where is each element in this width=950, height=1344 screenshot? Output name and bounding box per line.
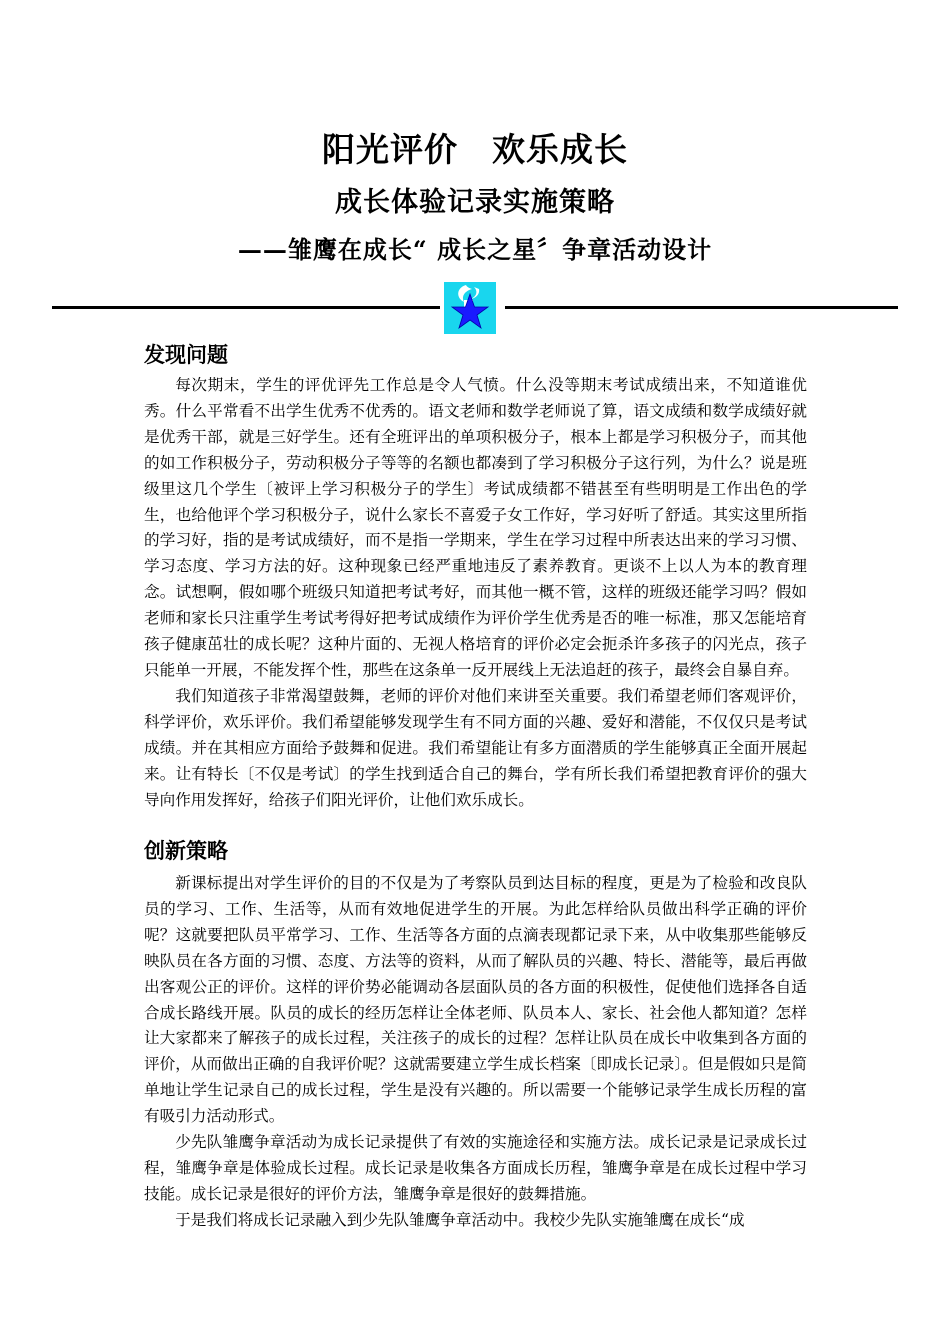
paragraph: 新课标提出对学生评价的目的不仅是为了考察队员到达目标的程度，更是为了检验和改良队员的学习、工作、生活等，从而有效地促进学生的开展。为此怎样给队员做出科学正确的评价呢？这就要把队员平常学习、工作、生活等各方面的点滴表现都记录下来，从中收集那些能够反映队员在各方面的习惯、态度、方法等的资料，从而了解队员的兴趣、特长、潜能等，最后再做出客观公正的评价。这样的评价势必能调动各层面队员的各方面的积极性，促使他们选择各自适合成长路线开展。队员的成长的经历怎样让全体老师、队员本人、家长、社会他人都知道？怎样让大家都来了解孩子的成长过程，关注孩子的成长的过程？怎样让队员在成长中收集到各方面的评价，从而做出正确的自我评价呢？这就需要建立学生成长档案〔即成长记录〕。但是假如只是简单地让学生记录自己的成长过程，学生是没有兴趣的。所以需要一个能够记录学生成长历程的富有吸引力活动形式。 xyxy=(144,874,807,1126)
paragraph: 少先队雏鹰争章活动为成长记录提供了有效的实施途径和实施方法。成长记录是记录成长过程，雏鹰争章是体验成长过程。成长记录是收集各方面成长历程，雏鹰争章是在成长过程中学习技能。成长记录是很好的评价方法，雏鹰争章是很好的鼓舞措施。 xyxy=(144,1133,807,1203)
star-torch-emblem-icon xyxy=(444,282,496,334)
section-body-strategy xyxy=(144,871,807,1234)
section-heading-strategy: 创新策略 xyxy=(144,839,228,863)
section-body-problem xyxy=(144,373,807,813)
paragraph: 于是我们将成长记录融入到少先队雏鹰争章活动中。我校少先队实施雏鹰在成长“成 xyxy=(175,1210,745,1229)
divider-left xyxy=(52,306,440,309)
divider-right xyxy=(505,306,898,309)
page-subtitle: 成长体验记录实施策略 xyxy=(335,187,615,218)
section-heading-problem: 发现问题 xyxy=(144,343,228,367)
paragraph: 每次期末，学生的评优评先工作总是令人气愤。什么没等期末考试成绩出来，不知道谁优秀。什么平常看不出学生优秀不优秀的。语文老师和数学老师说了算，语文成绩和数学成绩好就是优秀干部，就是三好学生。还有全班评出的单项积极分子，根本上都是学习积极分子，而其他的如工作积极分子，劳动积极分子等等的名额也都凑到了学习积极分子这行列，为什么？说是班级里这几个学生〔被评上学习积极分子的学生〕考试成绩都不错甚至有些明明是工作出色的学生，也给他评个学习积极分子，说什么家长不喜爱子女工作好，学习好听了舒适。其实这里所指的学习好，指的是考试成绩好，而不是指一学期来，学生在学习过程中所表达出来的学习习惯、学习态度、学习方法的好。这种现象已经严重地违反了素养教育。更谈不上以人为本的教育理念。试想啊，假如哪个班级只知道把考试考好，而其他一概不管，这样的班级还能学习吗？假如老师和家长只注重学生考试考得好把考试成绩作为评价学生优秀是否的唯一标准，那又怎能培育孩子健康茁壮的成长呢？这种片面的、无视人格培育的评价必定会扼杀许多孩子的闪光点，孩子只能单一开展，不能发挥个性，那些在这条单一反开展线上无法追赶的孩子，最终会自暴自弃。 xyxy=(144,376,807,679)
page-subtitle-secondary: ——雏鹰在成长“ 成长之星〞争章活动设计 xyxy=(237,235,713,264)
paragraph: 我们知道孩子非常渴望鼓舞，老师的评价对他们来讲至关重要。我们希望老师们客观评价，科学评价，欢乐评价。我们希望能够发现学生有不同方面的兴趣、爱好和潜能，不仅仅只是考试成绩。并在其相应方面给予鼓舞和促进。我们希望能让有多方面潜质的学生能够真正全面开展起来。让有特长〔不仅是考试〕的学生找到适合自己的舞台，学有所长我们希望把教育评价的强大导向作用发挥好，给孩子们阳光评价，让他们欢乐成长。 xyxy=(144,686,807,809)
page-title: 阳光评价 欢乐成长 xyxy=(322,130,628,169)
